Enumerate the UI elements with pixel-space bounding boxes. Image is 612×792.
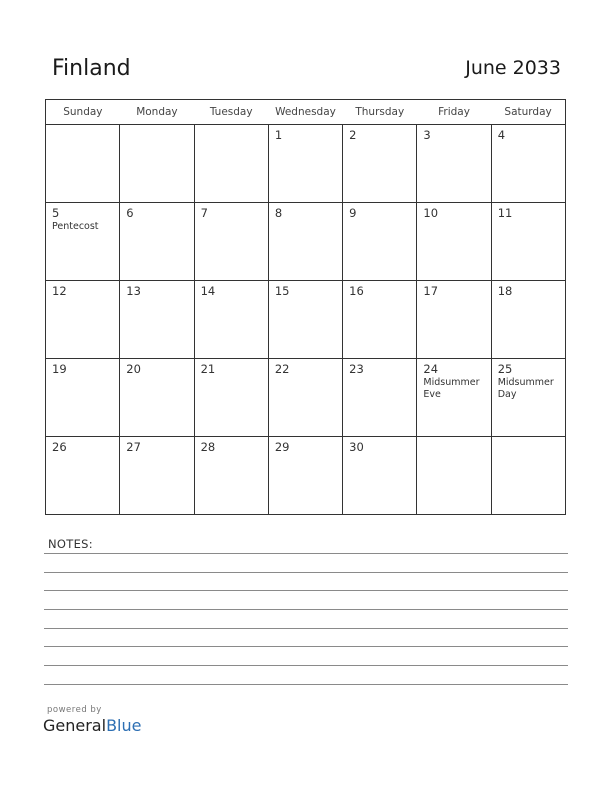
day-number: 29 — [274, 440, 290, 454]
day-number: 11 — [497, 206, 513, 220]
day-number: 23 — [349, 362, 364, 376]
day-number: 9 — [349, 206, 357, 220]
weekday-sunday: Sunday — [46, 100, 120, 125]
day-number: 15 — [274, 284, 290, 298]
day-number: 20 — [126, 362, 141, 376]
calendar-grid — [45, 99, 566, 515]
day-number: 14 — [200, 284, 216, 298]
day-number: 21 — [200, 362, 216, 376]
day-number: 6 — [126, 206, 134, 220]
note-line — [44, 665, 568, 666]
holiday-label: Midsummer Eve — [423, 377, 480, 400]
day-cell — [417, 437, 491, 515]
day-cell — [268, 125, 342, 203]
day-cell — [194, 437, 268, 515]
holiday-label: Midsummer Day — [497, 377, 554, 400]
day-cell — [46, 125, 120, 203]
note-line — [44, 646, 568, 647]
week-row-4 — [46, 359, 566, 437]
day-number: 26 — [52, 440, 67, 454]
powered-by-text: powered by — [47, 705, 102, 715]
day-cell — [417, 125, 491, 203]
day-cell — [343, 437, 417, 515]
month-year-title: June 2033 — [465, 57, 561, 79]
weekday-saturday: Saturday — [491, 100, 565, 125]
note-line — [44, 572, 568, 573]
note-line — [44, 590, 568, 591]
day-number: 1 — [274, 128, 283, 142]
day-cell — [417, 359, 491, 437]
week-row-2 — [46, 203, 566, 281]
week-row-5 — [46, 437, 566, 515]
day-cell — [417, 203, 491, 281]
day-cell — [268, 437, 342, 515]
day-cell — [343, 125, 417, 203]
weekday-friday: Friday — [417, 100, 491, 125]
brand-logo[interactable] — [43, 716, 141, 735]
day-cell — [120, 359, 194, 437]
note-line — [44, 609, 568, 610]
day-number: 10 — [423, 206, 439, 220]
day-cell — [46, 359, 120, 437]
holiday-label: Pentecost — [52, 221, 99, 232]
day-number: 12 — [52, 284, 67, 298]
brand-blue: Blue — [106, 716, 142, 735]
day-cell — [343, 281, 417, 359]
day-cell — [268, 359, 342, 437]
day-number: 5 — [52, 206, 60, 220]
day-cell — [120, 281, 194, 359]
day-number: 17 — [423, 284, 439, 298]
day-cell — [268, 281, 342, 359]
day-cell — [120, 437, 194, 515]
day-cell — [343, 359, 417, 437]
week-row-3 — [46, 281, 566, 359]
day-cell — [491, 359, 565, 437]
day-number: 16 — [349, 284, 364, 298]
day-number: 22 — [274, 362, 290, 376]
day-number: 8 — [274, 206, 283, 220]
day-number: 24 — [423, 362, 439, 376]
day-number: 19 — [52, 362, 67, 376]
day-cell — [120, 125, 194, 203]
weekday-tuesday: Tuesday — [194, 100, 268, 125]
day-cell — [343, 203, 417, 281]
day-number: 7 — [200, 206, 208, 220]
day-cell — [194, 359, 268, 437]
notes-label: NOTES: — [48, 537, 93, 551]
day-cell — [491, 203, 565, 281]
day-cell — [194, 281, 268, 359]
day-cell — [194, 125, 268, 203]
day-number: 3 — [423, 128, 431, 142]
note-line — [44, 553, 568, 554]
day-number: 2 — [349, 128, 357, 142]
day-cell — [268, 203, 342, 281]
day-number: 27 — [126, 440, 141, 454]
note-line — [44, 684, 568, 685]
day-cell — [46, 437, 120, 515]
day-number: 28 — [200, 440, 216, 454]
day-cell — [120, 203, 194, 281]
day-number: 4 — [497, 128, 506, 142]
weekday-header-row — [46, 100, 566, 125]
day-number: 13 — [126, 284, 141, 298]
day-cell — [417, 281, 491, 359]
weekday-monday: Monday — [120, 100, 194, 125]
day-cell — [46, 203, 120, 281]
day-cell — [491, 125, 565, 203]
weekday-thursday: Thursday — [343, 100, 417, 125]
day-cell — [491, 281, 565, 359]
weekday-wednesday: Wednesday — [268, 100, 342, 125]
brand-general: General — [43, 716, 107, 735]
day-number: 30 — [349, 440, 364, 454]
day-number: 25 — [497, 362, 513, 376]
day-cell — [194, 203, 268, 281]
day-cell — [491, 437, 565, 515]
day-cell — [46, 281, 120, 359]
country-title: Finland — [52, 56, 131, 81]
note-line — [44, 628, 568, 629]
day-number: 18 — [497, 284, 513, 298]
week-row-1 — [46, 125, 566, 203]
